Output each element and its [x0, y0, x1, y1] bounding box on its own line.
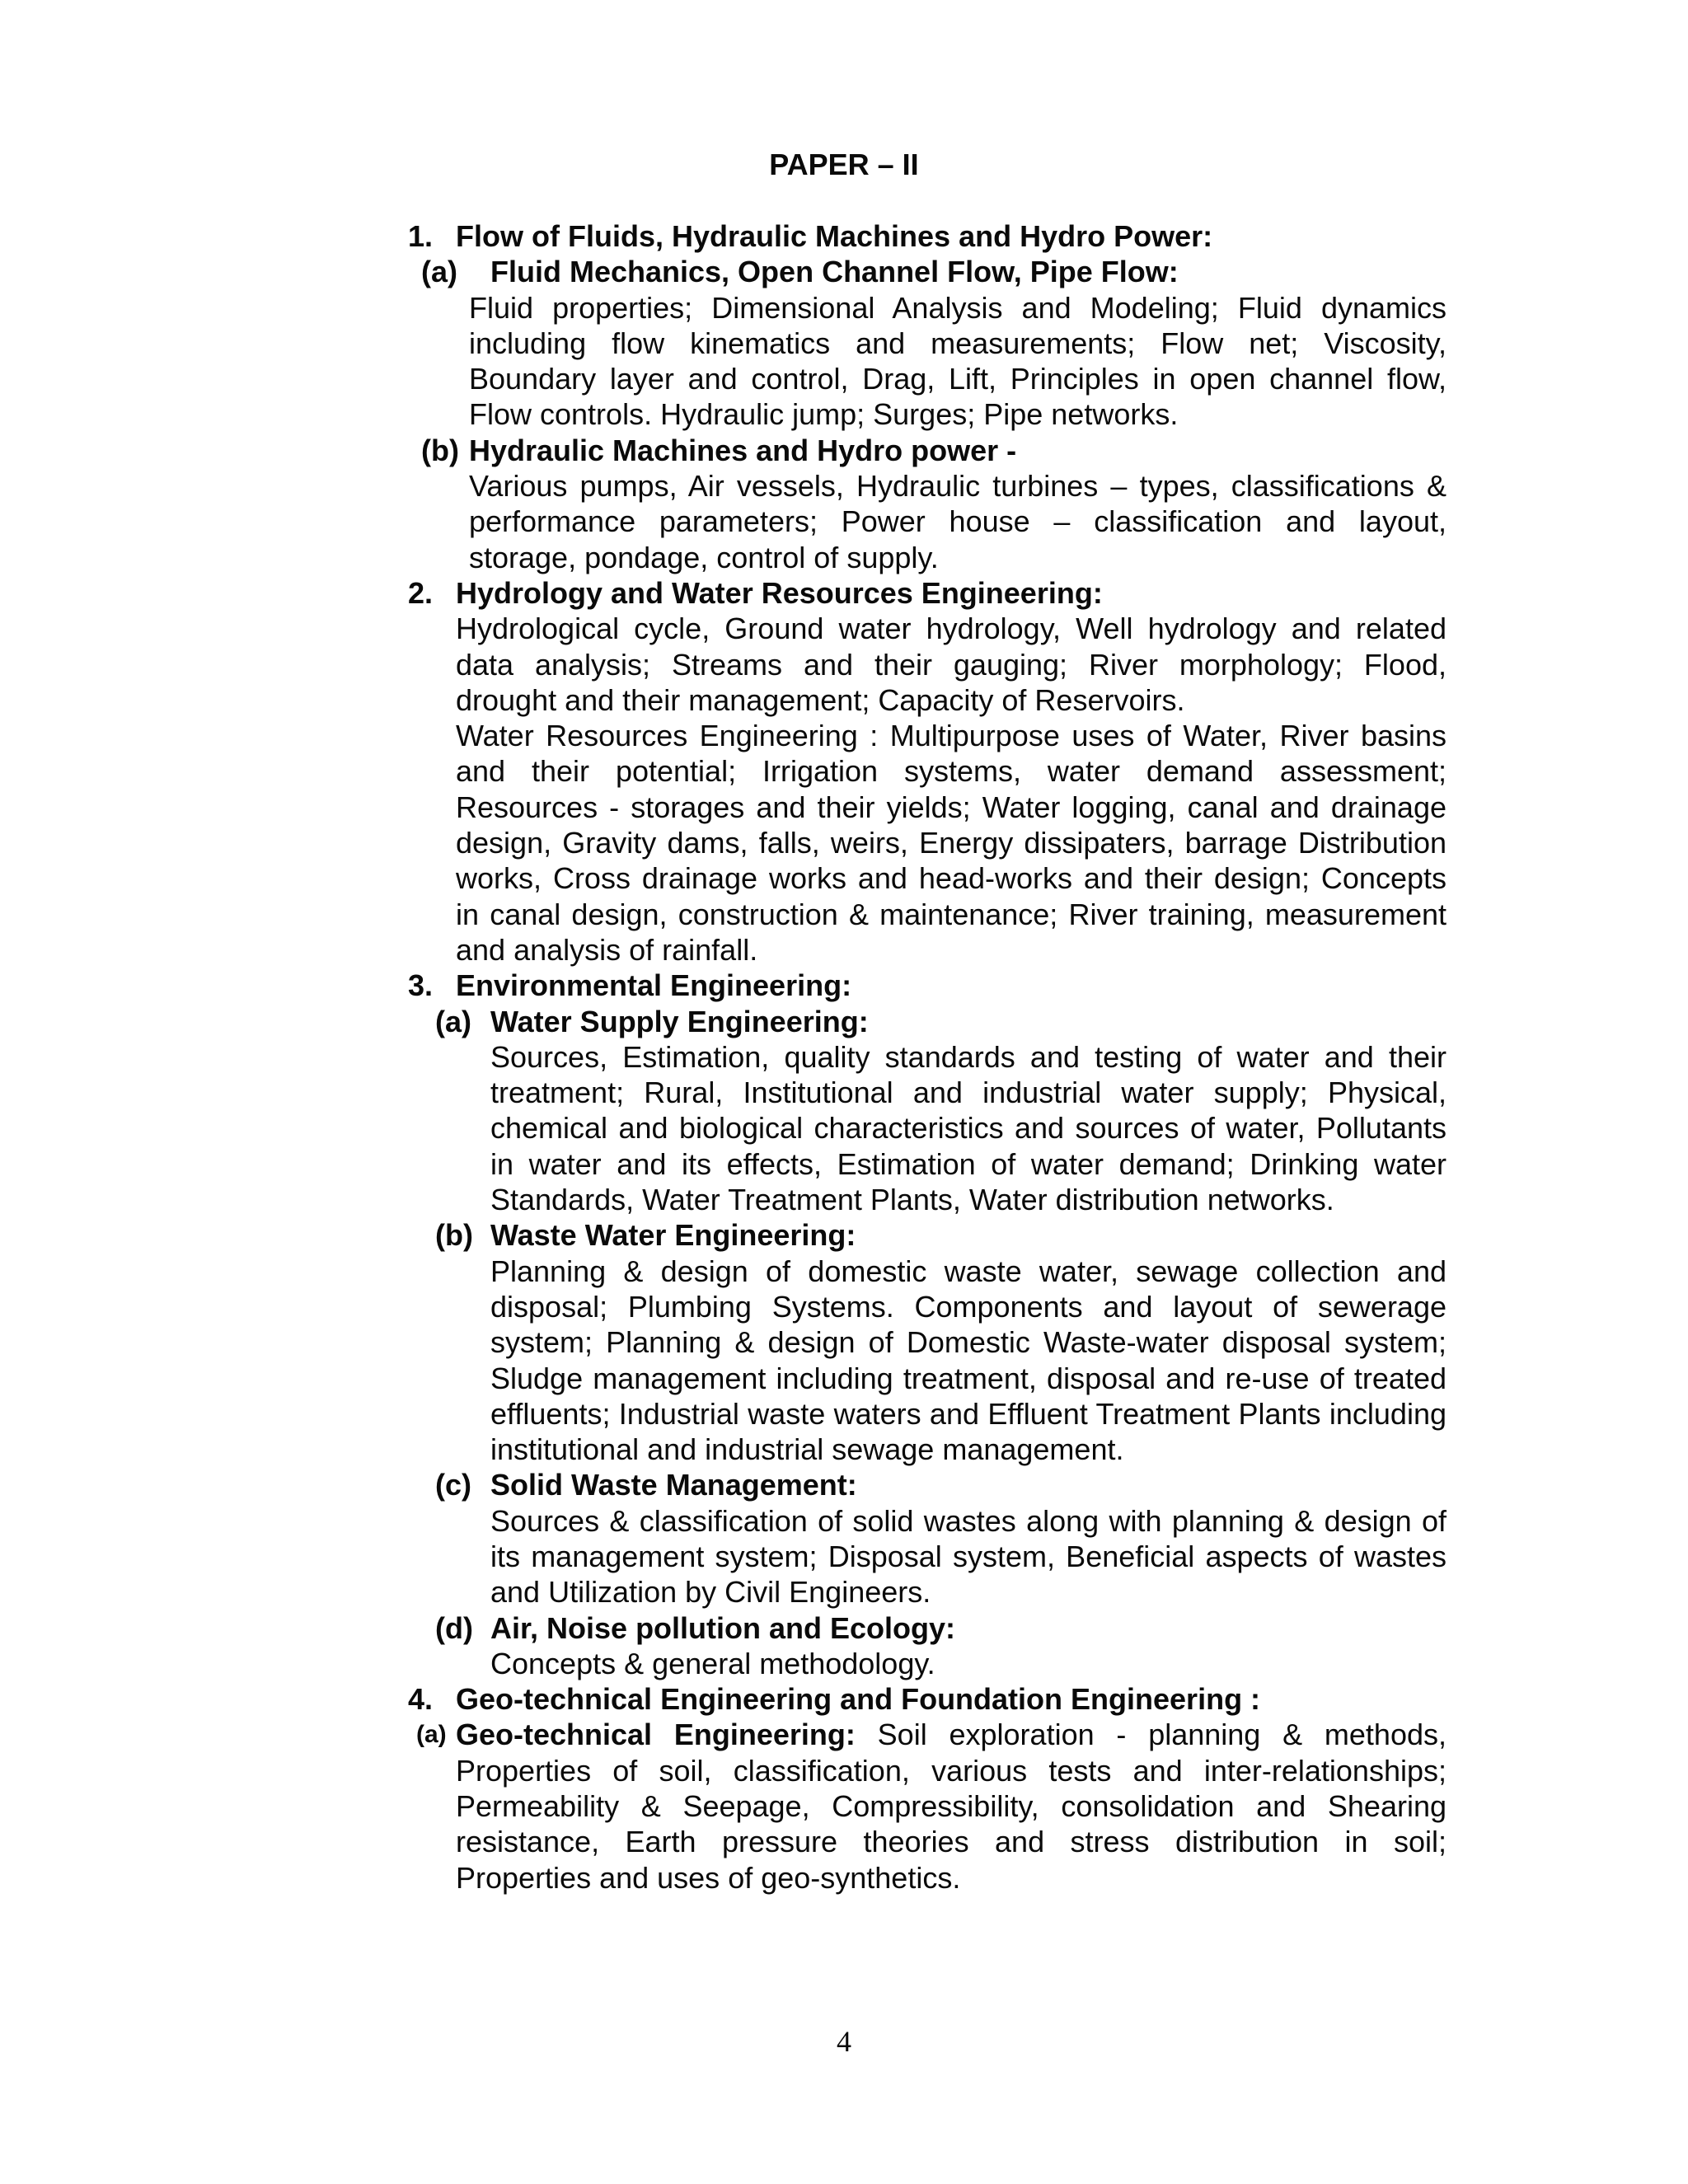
subsection-label: (b) [421, 433, 459, 467]
subsection-1b-heading [421, 433, 1447, 468]
section-2-paragraph-2: Water Resources Engineering : Multipurpose uses of Water, River basins and their potential; Irrigation systems, water demand assessment; Resources - storages and their yields; Water logging, canal and drainage design, Gravity dams, falls, weirs, Energy dissipaters, barrage Distribution works, Cross drainage works and head-works and their design; Concepts in canal design, construction & maintenance; River training, measurement and analysis of rainfall. [456, 719, 1447, 967]
subsection-title: Water Supply Engineering: [490, 1004, 869, 1038]
section-4-heading [408, 1681, 1447, 1717]
subsection-3b-text: Planning & design of domestic waste water, sewage collection and disposal; Plumbing Systems. Components and layout of sewerage system; Planning & design of Domestic Waste-water disposal system; Sludge management including treatment, disposal and re-use of treated effluents; Industrial waste waters and Effluent Treatment Plants including institutional and industrial sewage management. [490, 1254, 1447, 1467]
subsection-title: Fluid Mechanics, Open Channel Flow, Pipe Flow: [490, 255, 1179, 289]
section-number: 4. [408, 1682, 434, 1717]
subsection-3d-text: Concepts & general methodology. [490, 1646, 935, 1680]
subsection-label: (a) [421, 255, 457, 289]
subsection-title: Geo-technical Engineering: [456, 1718, 856, 1752]
subsection-4a-text [456, 1717, 1447, 1895]
subsection-label: (a) [435, 1004, 471, 1038]
section-2-paragraph-1: Hydrological cycle, Ground water hydrology, Well hydrology and related data analysis; Streams and their gauging; River morphology; Flood, drought and their management; Capacity of Reservoirs. [456, 612, 1447, 717]
subsection-1a-heading [421, 254, 1447, 289]
section-title: Hydrology and Water Resources Engineering: [456, 575, 1103, 610]
subsection-3c-text: Sources & classification of solid wastes along with planning & design of its management system; Disposal system, Beneficial aspects of wastes and Utilization by Civil Engineers. [490, 1503, 1447, 1610]
subsection-3c-heading [435, 1467, 1447, 1502]
section-1-heading [408, 218, 1447, 254]
subsection-3d-heading [435, 1610, 1447, 1646]
section-title: Flow of Fluids, Hydraulic Machines and Hydro Power: [456, 219, 1213, 253]
subsection-body: Soil exploration - planning & methods, Properties of soil, classification, various tests and inter-relationships; Permeability & Seepage, Compressibility, consolidation and Shearing resistance, Earth pressure theories and stress distribution in soil; Properties and uses of geo-synthetics. [456, 1718, 1447, 1895]
subsection-label: (a) [416, 1721, 447, 1749]
section-title: Geo-technical Engineering and Foundation Engineering : [456, 1682, 1261, 1717]
section-number: 2. [408, 575, 434, 610]
subsection-3a-text: Sources, Estimation, quality standards and testing of water and their treatment; Rural, Institutional and industrial water supply; Physical, chemical and biological characteristics and sources of water, Pollutants in water and its effects, Estimation of water demand; Drinking water Standards, Water Treatment Plants, Water distribution networks. [490, 1039, 1447, 1217]
subsection-label: (b) [435, 1218, 473, 1253]
subsection-4a [416, 1717, 1447, 1895]
subsection-3b-heading [435, 1217, 1447, 1253]
subsection-1a-text: Fluid properties; Dimensional Analysis and Modeling; Fluid dynamics including flow kinematics and measurements; Flow net; Viscosity, Boundary layer and control, Drag, Lift, Principles in open channel flow, Flow controls. Hydraulic jump; Surges; Pipe networks. [469, 290, 1447, 432]
subsection-1b-text: Various pumps, Air vessels, Hydraulic turbines – types, classifications & performance parameters; Power house – classification and layout, storage, pondage, control of supply. [469, 469, 1447, 574]
subsection-title: Solid Waste Management: [490, 1468, 857, 1502]
section-3-heading [408, 968, 1447, 1003]
subsection-title: Waste Water Engineering: [490, 1218, 856, 1253]
section-title: Environmental Engineering: [456, 968, 852, 1003]
subsection-title: Hydraulic Machines and Hydro power - [469, 433, 1017, 467]
section-number: 3. [408, 968, 434, 1003]
subsection-title: Air, Noise pollution and Ecology: [490, 1610, 956, 1645]
page-title: PAPER – II [769, 148, 919, 181]
subsection-label: (d) [435, 1610, 473, 1645]
section-number: 1. [408, 219, 434, 253]
section-2-heading [408, 575, 1447, 611]
subsection-label: (c) [435, 1468, 471, 1502]
syllabus-content [408, 218, 1447, 1896]
subsection-3a-heading [435, 1004, 1447, 1039]
page-number: 4 [837, 2025, 851, 2058]
